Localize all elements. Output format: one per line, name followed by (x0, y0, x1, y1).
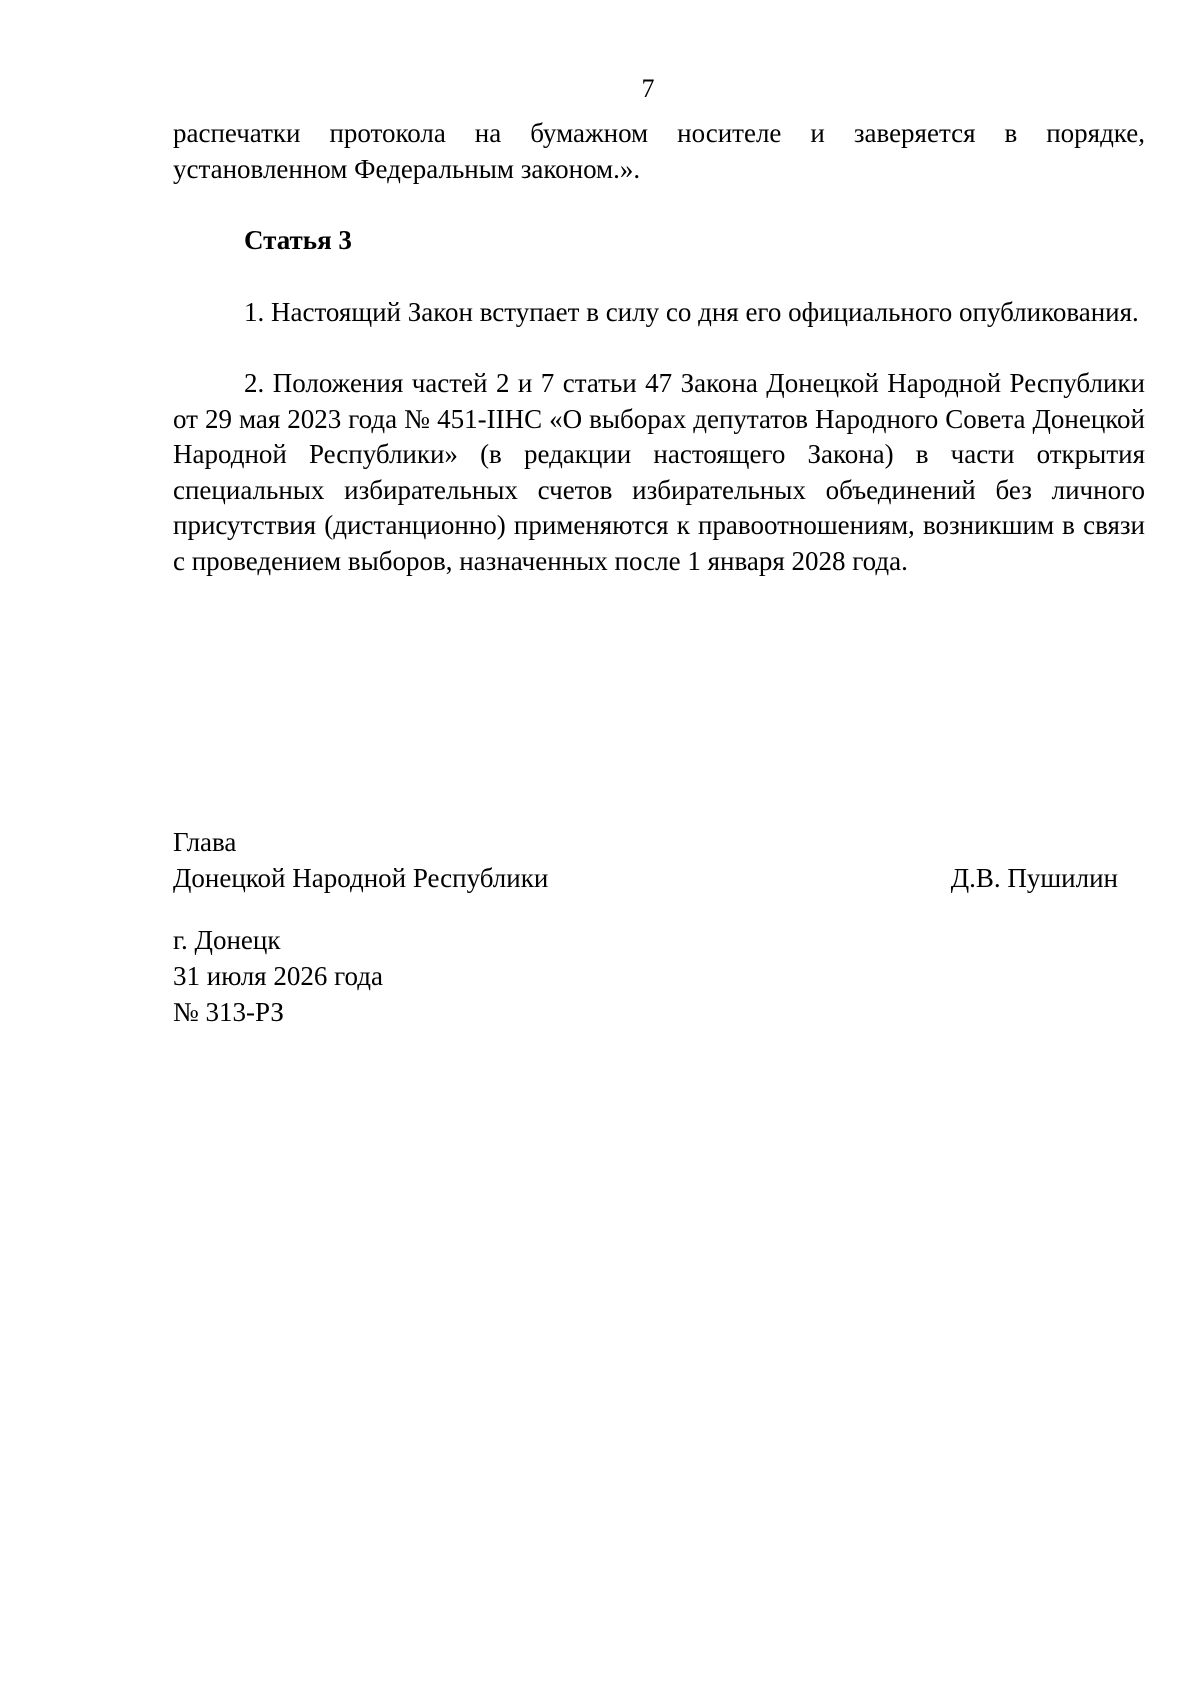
article-heading: Статья 3 (244, 225, 352, 255)
signer-position-line-1: Глава (173, 827, 237, 857)
signature-block (173, 824, 1118, 896)
article-item-1: 1. Настоящий Закон вступает в силу со дня его официального опубликования. (244, 296, 1139, 327)
place-date-block (173, 922, 383, 1030)
signature-line (173, 860, 1118, 896)
signer-name: Д.В. Пушилин (950, 863, 1118, 893)
city: г. Донецк (173, 925, 281, 955)
page-number: 7 (641, 74, 655, 103)
law-number: № 313-РЗ (173, 997, 284, 1027)
article-item-2: 2. Положения частей 2 и 7 статьи 47 Закона Донецкой Народной Республики от 29 мая 2023 года № 451-IIНС «О выборах депутатов Народного Совета Донецкой Народной Республики» (в редакции настоящего Закона) в части открытия специальных избирательных счетов избирательных объединений без личного присутствия (дистанционно) применяются к правоотношениям, возникшим в связи с проведением выборов, назначенных после 1 января 2028 года. (173, 368, 1145, 576)
date: 31 июля 2026 года (173, 961, 383, 991)
signer-position-line-2: Донецкой Народной Республики (173, 863, 549, 893)
document-body (173, 116, 1145, 579)
continuation-paragraph: распечатки протокола на бумажном носителе и заверяется в порядке, установленном Федеральным законом.». (173, 118, 1145, 184)
